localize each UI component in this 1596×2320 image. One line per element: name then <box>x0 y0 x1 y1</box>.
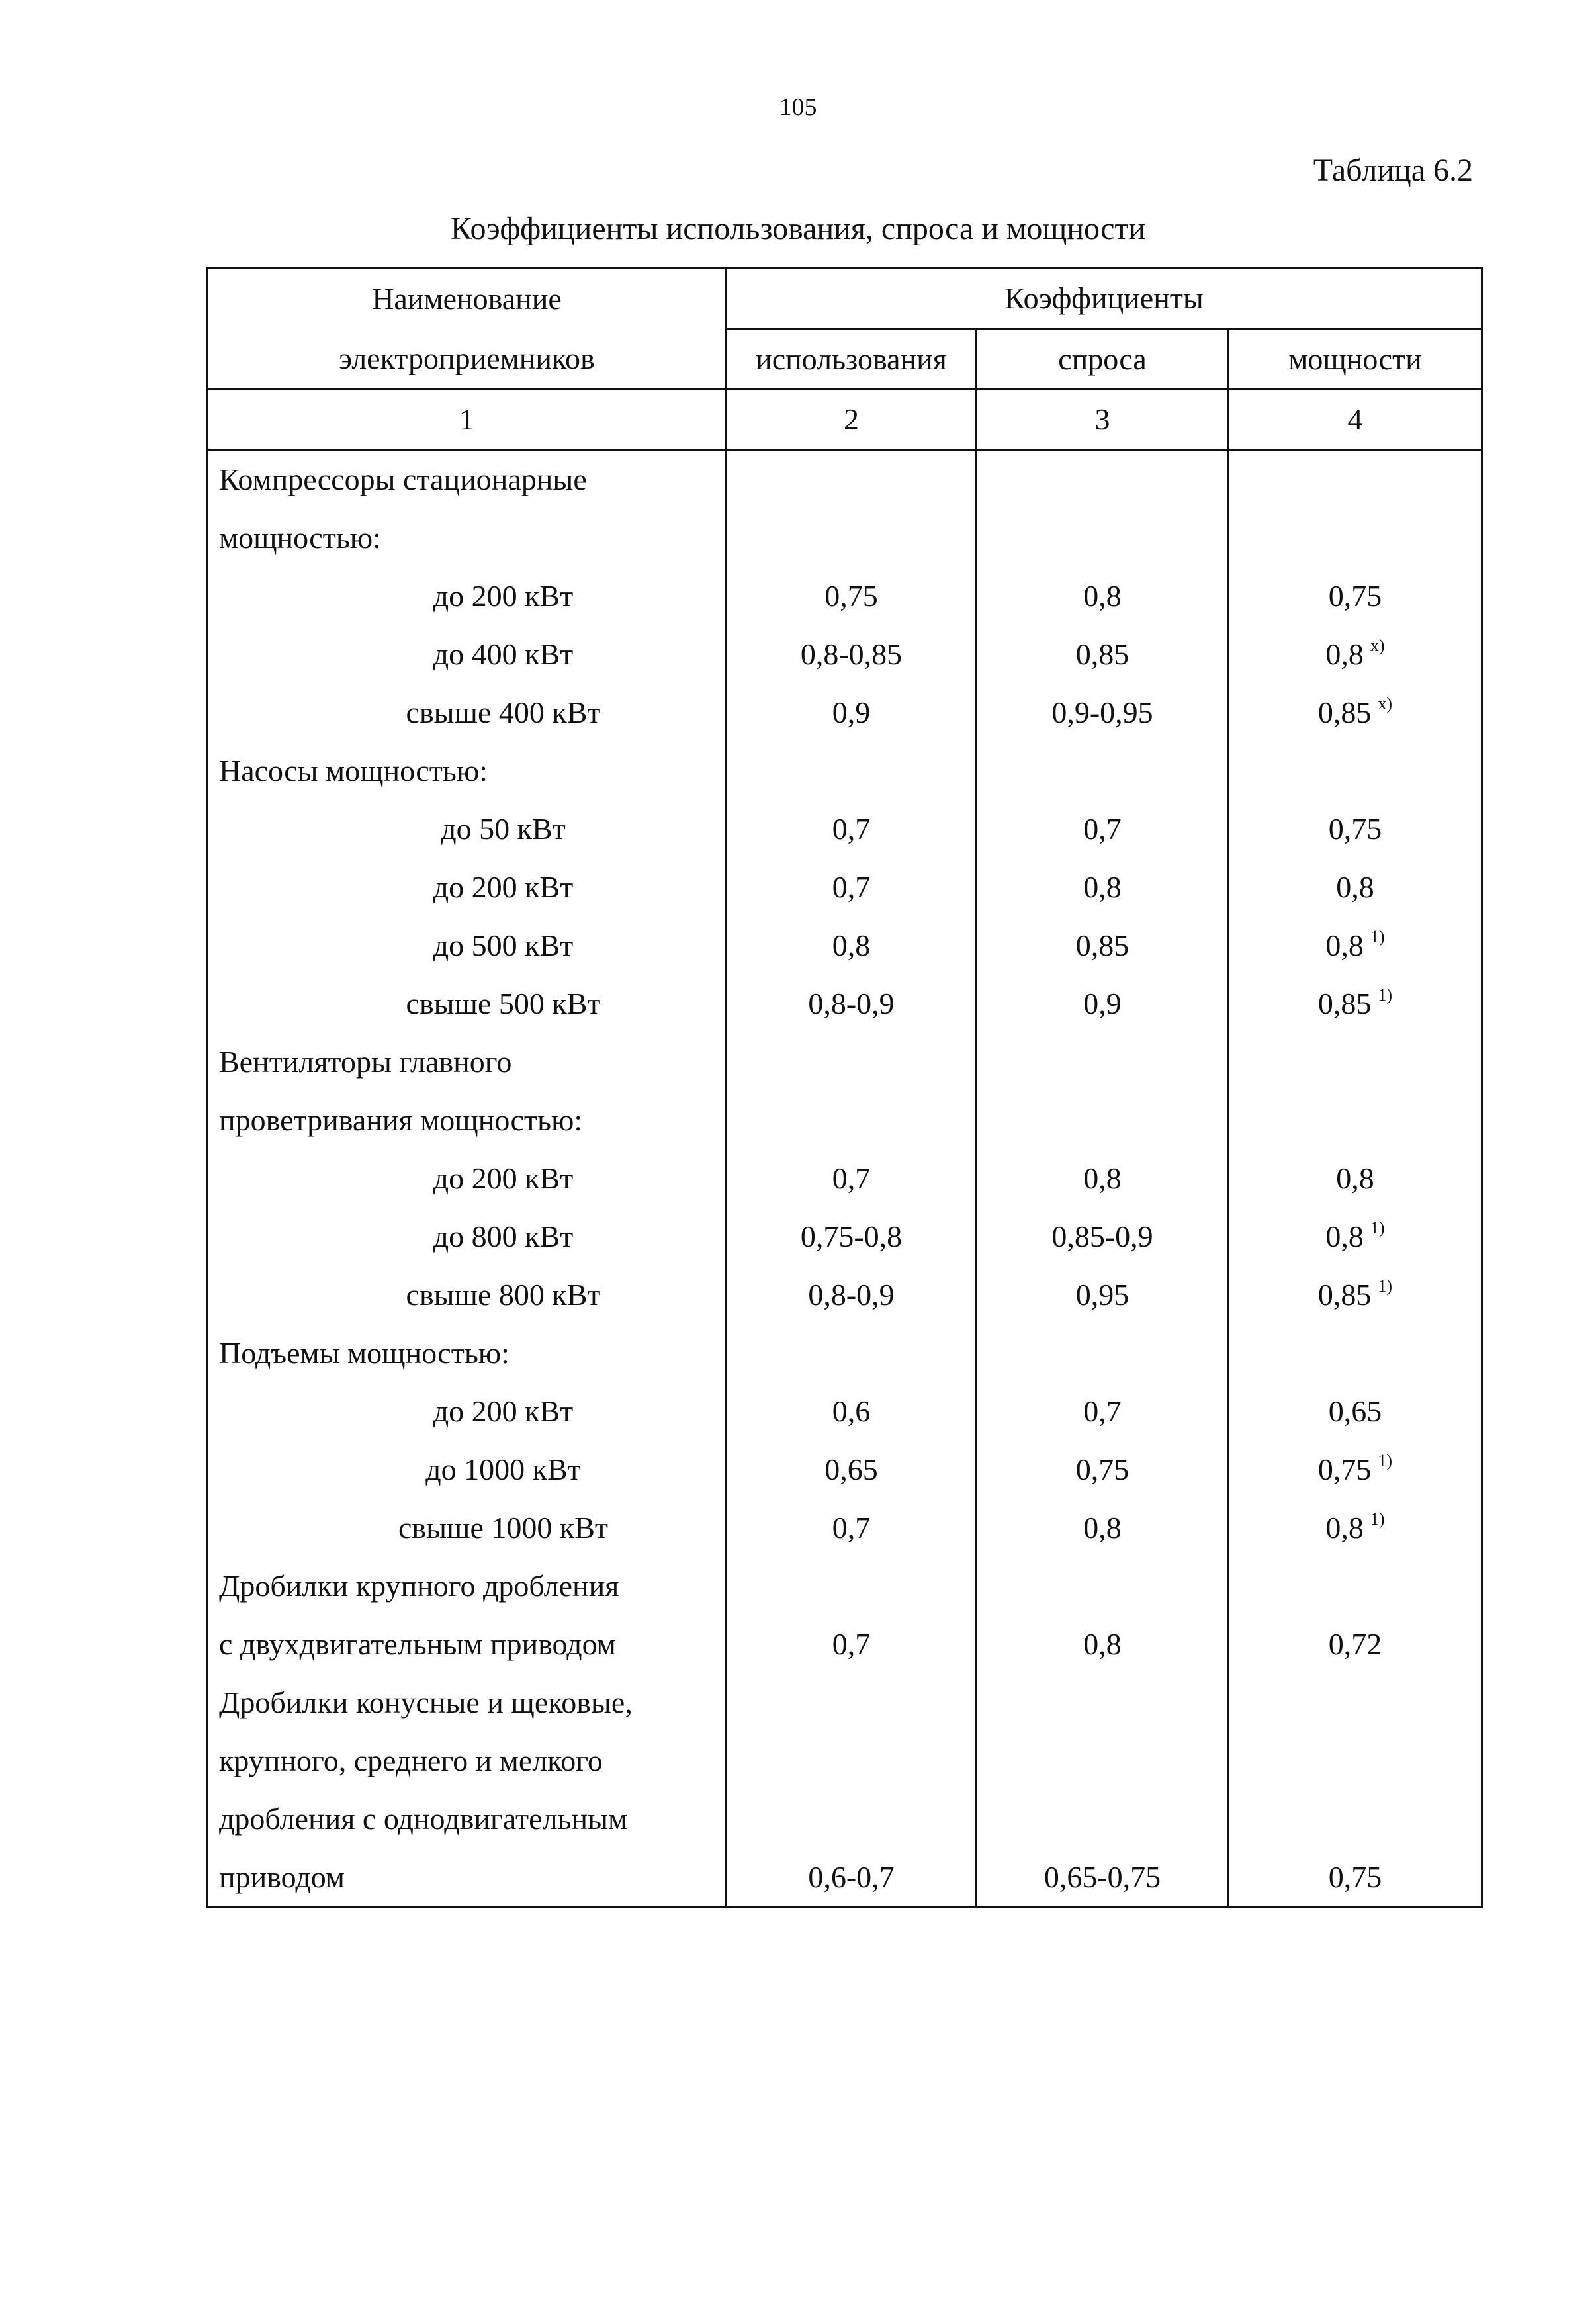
table-row <box>208 1848 1482 1908</box>
row-name: приводом <box>208 1848 727 1908</box>
row-power <box>1229 975 1482 1033</box>
header-name-cell <box>208 269 727 390</box>
header-name-line1: Наименование <box>372 282 562 316</box>
table-title: Коэффициенты использования, спроса и мощности <box>450 211 1146 246</box>
row-power <box>1229 509 1482 567</box>
header-coefficients: Коэффициенты <box>727 269 1482 330</box>
row-power <box>1229 1790 1482 1848</box>
row-usage: 0,65 <box>727 1441 977 1499</box>
row-power <box>1229 1033 1482 1091</box>
row-demand: 0,8 <box>977 567 1229 625</box>
table-row <box>208 1615 1482 1673</box>
row-demand <box>977 450 1229 510</box>
row-usage <box>727 1033 977 1091</box>
row-usage <box>727 450 977 510</box>
row-demand: 0,85 <box>977 916 1229 975</box>
row-demand <box>977 1790 1229 1848</box>
table-row <box>208 684 1482 742</box>
row-name: до 200 кВт <box>208 1382 727 1441</box>
row-name: Дробилки крупного дробления <box>208 1557 727 1615</box>
row-power-value: 0,85 <box>1317 987 1372 1020</box>
row-power <box>1229 1091 1482 1149</box>
row-demand: 0,8 <box>977 858 1229 916</box>
row-name: до 50 кВт <box>208 800 727 858</box>
row-power-footnote: х) <box>1378 694 1393 713</box>
col-number-3: 3 <box>977 390 1229 450</box>
row-power <box>1229 625 1482 684</box>
row-demand <box>977 1732 1229 1790</box>
row-power <box>1229 1499 1482 1557</box>
table-row <box>208 1790 1482 1848</box>
row-usage <box>727 1732 977 1790</box>
row-name: свыше 800 кВт <box>208 1266 727 1324</box>
table-row <box>208 1033 1482 1091</box>
row-power-value: 0,8 <box>1336 1161 1374 1195</box>
row-usage: 0,7 <box>727 858 977 916</box>
row-power-value: 0,8 <box>1325 1511 1364 1544</box>
table-row <box>208 1732 1482 1790</box>
row-name: свыше 500 кВт <box>208 975 727 1033</box>
row-usage <box>727 1091 977 1149</box>
row-power <box>1229 1557 1482 1615</box>
row-name: Подъемы мощностью: <box>208 1324 727 1382</box>
header-number-row <box>208 390 1482 450</box>
row-demand <box>977 1091 1229 1149</box>
row-usage: 0,6-0,7 <box>727 1848 977 1908</box>
row-usage <box>727 1790 977 1848</box>
row-name: мощностью: <box>208 509 727 567</box>
table-row <box>208 1266 1482 1324</box>
row-name: до 400 кВт <box>208 625 727 684</box>
col-number-4: 4 <box>1229 390 1482 450</box>
row-demand: 0,85 <box>977 625 1229 684</box>
row-demand: 0,8 <box>977 1149 1229 1208</box>
row-name: до 200 кВт <box>208 567 727 625</box>
row-name: до 1000 кВт <box>208 1441 727 1499</box>
row-power-footnote: 1) <box>1378 985 1393 1004</box>
col-number-1: 1 <box>208 390 727 450</box>
row-power-footnote: 1) <box>1370 1218 1385 1237</box>
table-row <box>208 1441 1482 1499</box>
table-row <box>208 916 1482 975</box>
row-power <box>1229 1266 1482 1324</box>
row-name: крупного, среднего и мелкого <box>208 1732 727 1790</box>
row-power <box>1229 1149 1482 1208</box>
row-demand <box>977 742 1229 800</box>
row-demand <box>977 1673 1229 1732</box>
row-power <box>1229 1673 1482 1732</box>
row-demand: 0,9 <box>977 975 1229 1033</box>
row-demand <box>977 509 1229 567</box>
row-usage <box>727 1557 977 1615</box>
row-power-value: 0,65 <box>1328 1394 1382 1428</box>
table-row <box>208 1091 1482 1149</box>
row-demand: 0,85-0,9 <box>977 1208 1229 1266</box>
row-demand: 0,8 <box>977 1499 1229 1557</box>
header-demand: спроса <box>977 329 1229 390</box>
table-row <box>208 567 1482 625</box>
row-power-footnote: 1) <box>1378 1276 1393 1296</box>
row-power-footnote: 1) <box>1370 1509 1385 1529</box>
row-usage: 0,8-0,9 <box>727 975 977 1033</box>
row-demand <box>977 1557 1229 1615</box>
row-usage <box>727 1673 977 1732</box>
row-name: Компрессоры стационарные <box>208 450 727 510</box>
row-power-value: 0,75 <box>1328 579 1382 613</box>
row-power <box>1229 916 1482 975</box>
row-power-value: 0,8 <box>1336 870 1374 904</box>
row-usage <box>727 742 977 800</box>
row-name: до 500 кВт <box>208 916 727 975</box>
row-power-value: 0,75 <box>1317 1452 1372 1486</box>
table-row <box>208 1324 1482 1382</box>
table-row <box>208 450 1482 510</box>
table-row <box>208 975 1482 1033</box>
row-name: до 200 кВт <box>208 858 727 916</box>
row-power <box>1229 1732 1482 1790</box>
row-demand: 0,7 <box>977 1382 1229 1441</box>
table-row <box>208 1149 1482 1208</box>
row-power <box>1229 684 1482 742</box>
row-power <box>1229 1208 1482 1266</box>
row-power-value: 0,75 <box>1328 1860 1382 1894</box>
table-label: Таблица 6.2 <box>1313 153 1473 188</box>
table-row <box>208 858 1482 916</box>
row-power-value: 0,72 <box>1328 1627 1382 1661</box>
row-usage: 0,7 <box>727 1499 977 1557</box>
table-row <box>208 1557 1482 1615</box>
table-row <box>208 1208 1482 1266</box>
row-usage: 0,75-0,8 <box>727 1208 977 1266</box>
header-power: мощности <box>1229 329 1482 390</box>
row-name: дробления с однодвигательным <box>208 1790 727 1848</box>
row-power <box>1229 800 1482 858</box>
row-power-value: 0,8 <box>1325 1220 1364 1253</box>
row-power <box>1229 1382 1482 1441</box>
row-name: Вентиляторы главного <box>208 1033 727 1091</box>
col-number-2: 2 <box>727 390 977 450</box>
row-demand: 0,75 <box>977 1441 1229 1499</box>
row-usage <box>727 509 977 567</box>
table-row <box>208 509 1482 567</box>
row-demand <box>977 1033 1229 1091</box>
table-row <box>208 1499 1482 1557</box>
row-power <box>1229 567 1482 625</box>
row-power <box>1229 1615 1482 1673</box>
header-usage: использования <box>727 329 977 390</box>
row-demand: 0,9-0,95 <box>977 684 1229 742</box>
row-usage <box>727 1324 977 1382</box>
row-usage: 0,8 <box>727 916 977 975</box>
row-usage: 0,75 <box>727 567 977 625</box>
row-usage: 0,7 <box>727 800 977 858</box>
row-power-value: 0,8 <box>1325 928 1364 962</box>
header-name-line2: электроприемников <box>339 341 595 375</box>
row-name: до 800 кВт <box>208 1208 727 1266</box>
row-power <box>1229 1324 1482 1382</box>
row-name: проветривания мощностью: <box>208 1091 727 1149</box>
row-power <box>1229 858 1482 916</box>
row-name: до 200 кВт <box>208 1149 727 1208</box>
row-power-value: 0,85 <box>1317 1278 1372 1312</box>
coefficients-table <box>206 267 1483 1908</box>
row-name: Насосы мощностью: <box>208 742 727 800</box>
row-power <box>1229 742 1482 800</box>
row-power-footnote: 1) <box>1378 1451 1393 1470</box>
row-demand: 0,8 <box>977 1615 1229 1673</box>
row-power <box>1229 1848 1482 1908</box>
row-usage: 0,8-0,85 <box>727 625 977 684</box>
row-demand <box>977 1324 1229 1382</box>
header-row-1 <box>208 269 1482 330</box>
row-demand: 0,65-0,75 <box>977 1848 1229 1908</box>
row-name: с двухдвигательным приводом <box>208 1615 727 1673</box>
row-power-value: 0,85 <box>1317 695 1372 729</box>
table-row <box>208 800 1482 858</box>
table-row <box>208 1382 1482 1441</box>
row-name: свыше 1000 кВт <box>208 1499 727 1557</box>
row-power <box>1229 1441 1482 1499</box>
row-usage: 0,6 <box>727 1382 977 1441</box>
table-row <box>208 1673 1482 1732</box>
row-usage: 0,7 <box>727 1615 977 1673</box>
row-demand: 0,95 <box>977 1266 1229 1324</box>
table-row <box>208 625 1482 684</box>
row-power-footnote: 1) <box>1370 927 1385 946</box>
row-usage: 0,7 <box>727 1149 977 1208</box>
row-power-value: 0,8 <box>1325 637 1364 671</box>
row-power-value: 0,75 <box>1328 812 1382 846</box>
row-power <box>1229 450 1482 510</box>
row-power-footnote: х) <box>1370 636 1385 655</box>
page-number: 105 <box>779 93 817 121</box>
row-usage: 0,8-0,9 <box>727 1266 977 1324</box>
row-demand: 0,7 <box>977 800 1229 858</box>
row-name: свыше 400 кВт <box>208 684 727 742</box>
row-usage: 0,9 <box>727 684 977 742</box>
table-row <box>208 742 1482 800</box>
row-name: Дробилки конусные и щековые, <box>208 1673 727 1732</box>
